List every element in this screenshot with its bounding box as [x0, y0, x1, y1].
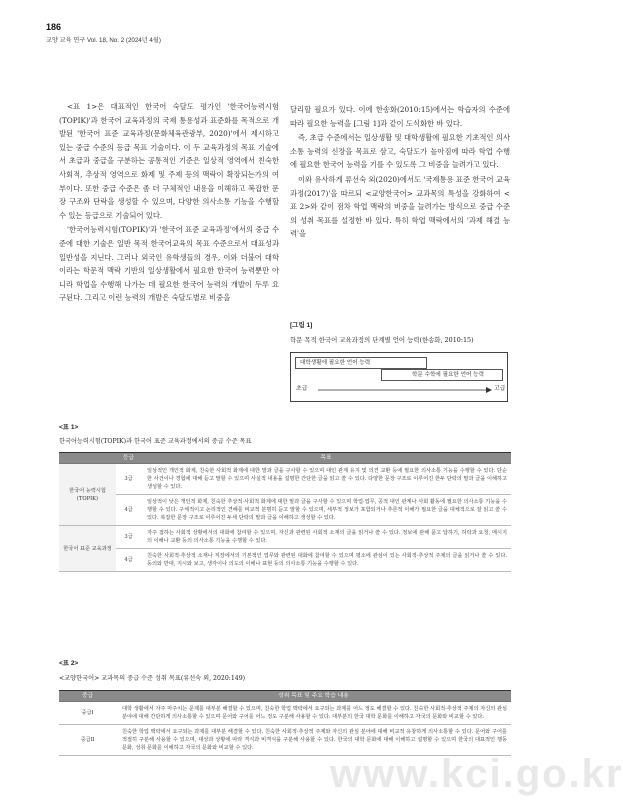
- arrow-right-icon: [318, 386, 492, 394]
- paragraph: <표 1>은 대표적인 한국어 숙달도 평가인 '한국어능력시험(TOPIK)'과 한국어 교육과정의 국제 통용성과 표준화를 목적으로 개발된 '한국어 표준 교육과정(문화체육관광부, 2020)'에서 제시하고 있는 중급 수준의 등급 목표 기술이다. 이 두 교육과정의 목표 기술에서 초급과 중급을 구분하는 공통적인 기준은 일상적 영역에서 친숙한 사회적, 추상적 영역으로 화제 및 주제 등의 맥락이 확장되는가의 여부이다. 또한 중급 수준은 좀 더 구체적인 내용을 이해하고 복잡한 문장 구조와 단락을 생성할 수 있으며, 다양한 의사소통 기능을 수행할 수 있는 등급으로 기술되어 있다.: [59, 102, 279, 220]
- table-desc-cell: 친숙한 사회적·추상적 소재나 직장에서의 기본적인 업무와 관련된 대화에 참여할 수 있으며 평소에 관심이 있는 사회적·추상적 주제의 글을 읽거나 쓸 수 있다. 동의와 반대, 지시와 보고, 생각이나 의도의 이해나 표현 등의 의사소통 기능을 수행할 수 있다.: [141, 549, 511, 572]
- table-level-cell: 4급: [116, 549, 141, 572]
- journal-header: 교양 교육 연구 Vol. 18, No. 2 (2024년 4월): [46, 37, 161, 44]
- table-header: 성취 목표 및 주요 학습 내용: [116, 691, 511, 702]
- table-desc-cell: 대학 생활에서 자주 마주치는 문제를 대부분 해결할 수 있으며, 친숙한 학업 맥락에서 요구되는 과제를 어느 정도 해결할 수 있다. 친숙한 사회적·추상적 주제의 자신의 관심 분야에 대해 간단하게 의사소통할 수 있으며 문어와 구어를 어느 정도 구분해 사용할 수 있다. 대부분의 한국 대학 문화를 이해하고 자국의 문화와 비교할 수 있다.: [116, 702, 511, 725]
- table-level-cell: 중급Ⅰ: [59, 702, 116, 725]
- figure-low-label: 초급: [296, 385, 308, 392]
- table-level-cell: 4급: [116, 495, 141, 526]
- figure-diagram: [290, 352, 508, 402]
- table-row: [59, 526, 511, 549]
- table-row: [59, 725, 511, 756]
- paragraph: 이와 유사하게 류선숙 외(2020)에서도 '국제통용 표준 한국어 교육과정(2017)'을 따르되 <교양한국어> 교과목의 특성을 강화하여 <표 2>와 같이 점차 학업 맥락의 비중을 늘려가는 방식으로 중급 수준의 성취 목표를 설정한 바 있다. 특히 학업 맥락에서의 '과제 해결 능력'을: [290, 174, 510, 239]
- table-header: 목표: [141, 453, 511, 464]
- table-desc-cell: 일상적이 낮은 개인적 화제, 친숙한 추상적·사회적 화제에 대한 말과 글을 구사할 수 있으며 학업·업무, 공적 대인 관계나 사회 활동에 필요한 의사소통 기능을 수행할 수 있다. 구체적이고 논리적인 견해를 비교적 분명히 듣고 말할 수 있으며, 세부적 정보가 포함되거나 추론적 이해가 필요한 글을 대체적으로 잘 읽고 쓸 수 있다. 복잡한 문장 구조로 이루어진 두세 단락의 말과 글을 이해하고 생성할 수 있다.: [141, 495, 511, 526]
- table2-label: <표 2>: [59, 660, 79, 667]
- paragraph: 달리할 필요가 있다. 이에 한송화(2010:15)에서는 학습자의 수준에 따라 필요한 능력을 [그림 1]과 같이 도식화한 바 있다.: [290, 105, 510, 128]
- table-group-cell: 한국어 능력시험 (TOPIK): [59, 464, 116, 526]
- body-column-left: [59, 100, 279, 306]
- table-row: [59, 549, 511, 572]
- figure-high-label: 고급: [494, 385, 506, 392]
- table1-title: 한국어능력시험(TOPIK)과 한국어 표준 교육과정에서의 중급 수준 목표: [59, 438, 252, 445]
- table-header: 중급: [59, 691, 116, 702]
- table-level-cell: 3급: [116, 464, 141, 495]
- watermark: www.kci.go.kr: [330, 752, 623, 796]
- table-row: [59, 464, 511, 495]
- table-desc-cell: 자주 접하는 사회적 상황에서의 대화에 참여할 수 있으며, 자신과 관련된 사회적 소재의 글을 읽거나 쓸 수 있다. 정보에 관해 묻고 답하기, 허락과 요청, 메시지의 이해나 교환 등의 의사소통 기능을 수행할 수 있다.: [141, 526, 511, 549]
- page-number: 186: [46, 22, 62, 32]
- table-level-cell: 중급Ⅱ: [59, 725, 116, 756]
- table1-label: <표 1>: [59, 424, 79, 431]
- table-header: [59, 453, 116, 464]
- table-desc-cell: 친숙한 학업 맥락에서 요구되는 과제를 대부분 해결할 수 있다. 친숙한 사회적·추상적 주제와 자신의 관심 분야에 대해 비교적 유창하게 의사소통할 수 있다. 문어와 구어를 적절히 구분해 사용할 수 있으며, 대상과 상황에 따라 격식과 비격식을 구분해 사용할 수 있다. 한국의 대학 문화에 대해 이해하고 설명할 수 있으며 한국의 대표적인 행동 문화, 성취 문화를 이해하고 자국의 문화와 비교할 수 있다.: [116, 725, 511, 756]
- table-row: [59, 495, 511, 526]
- table1: [59, 452, 511, 572]
- figure-title: 학문 목적 한국어 교육과정의 단계별 언어 능력(한송화, 2010:15): [290, 336, 474, 344]
- figure-label: [그림 1]: [290, 322, 313, 329]
- figure-band-campus-life: 대학생활에 필요한 언어 능력: [295, 357, 427, 369]
- paragraph: 즉, 초급 수준에서는 일상생활 및 대학생활에 필요한 기초적인 의사소통 능력의 신장을 목표로 삼고, 숙달도가 높아짐에 따라 학업 수행에 필요한 한국어 능력을 기를 수 있도록 그 비중을 늘려가고 있다.: [290, 133, 510, 170]
- figure-band-academic: 학문 수학에 필요한 언어 능력: [381, 369, 503, 381]
- table2: [59, 690, 511, 756]
- table-header: 등급: [116, 453, 141, 464]
- table2-title: <교양한국어> 교과목의 중급 수준 성취 목표(류선숙 외, 2020:149): [59, 675, 246, 682]
- body-column-right: [290, 103, 510, 242]
- table-level-cell: 3급: [116, 526, 141, 549]
- table-desc-cell: 일상적인 개인적 화제, 친숙한 사회적 화제에 대한 말과 글을 구사할 수 있으며 대인 관계 유지 및 의견 교환 등에 필요한 의사소통 기능을 수행할 수 있다. 단순한 사건이나 경험에 대해 듣고 말할 수 있으며 사실적 내용을 설명한 간단한 글을 읽고 쓸 수 있다. 다양한 문장 구조로 이루어진 한두 단락의 말과 글을 이해하고 생성할 수 있다.: [141, 464, 511, 495]
- table-row: [59, 702, 511, 725]
- table-group-cell: 한국어 표준 교육과정: [59, 526, 116, 572]
- paragraph: '한국어능력시험(TOPIK)'과 '한국어 표준 교육과정'에서의 중급 수준에 대한 기술은 일반 목적 한국어교육의 목표 수준으로서 대표성과 일반성을 지닌다. 그러나 외국인 유학생들의 경우, 이와 더불어 대학이라는 학문적 맥락 기반의 일상생활에서 필요한 한국어 능력뿐만 아니라 학업을 수행해 나가는 데 필요한 한국어 능력의 개발이 두루 요구된다. 그리고 이런 능력의 개발은 숙달도별로 비중을: [59, 225, 279, 303]
